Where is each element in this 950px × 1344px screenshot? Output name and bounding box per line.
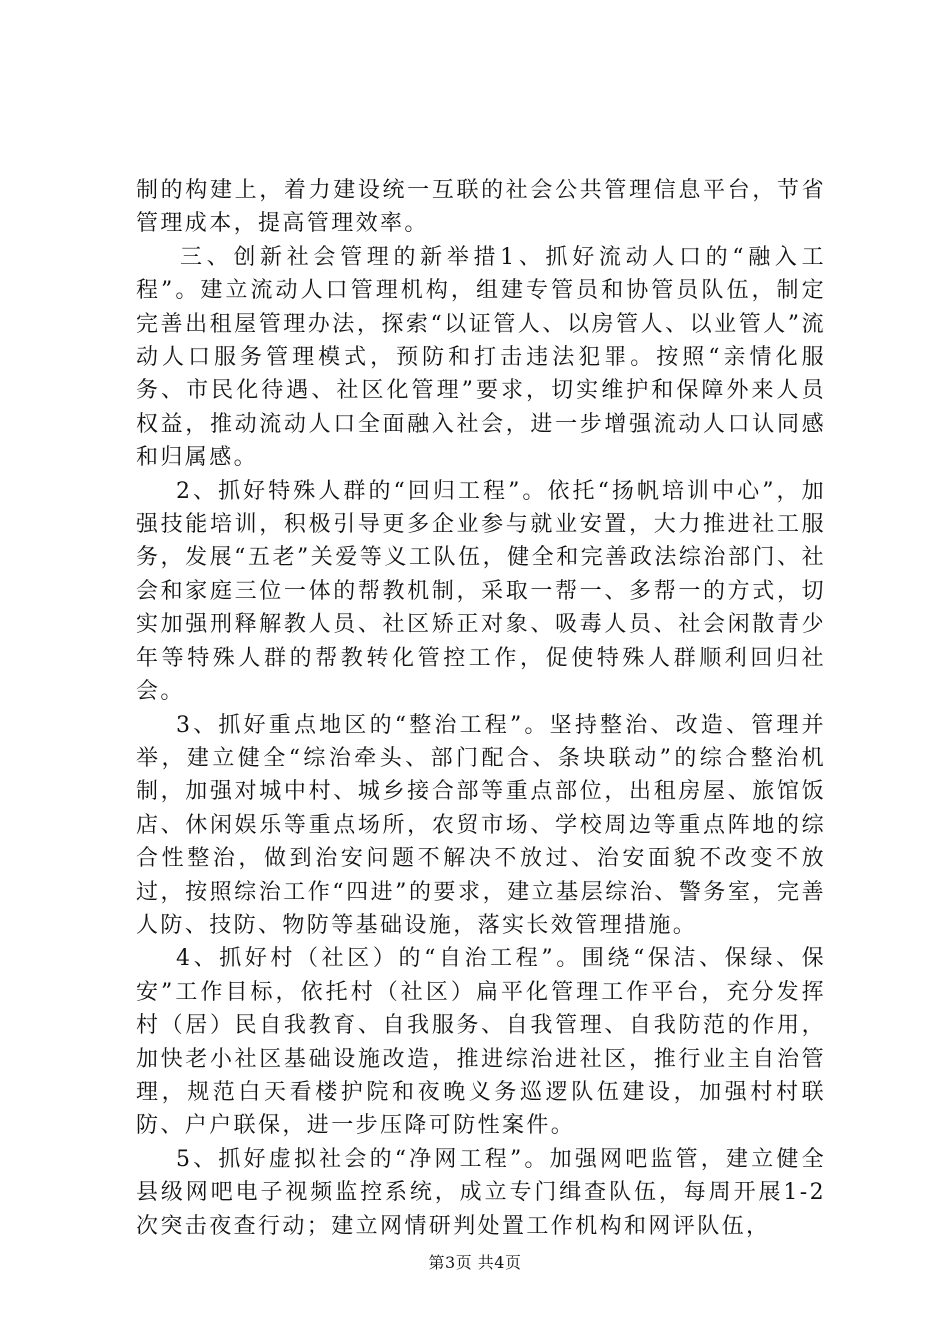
paragraph-item-4: 4、抓好村（社区）的“自治工程”。围绕“保洁、保绿、保安”工作目标，依托村（社区）扁平化管理工作平台，充分发挥村（居）民自我教育、自我服务、自我管理、自我防范的作用，加快老小社区基础设施改造，推进综治进社区，推行业主自治管理，规范白天看楼护院和夜晚义务巡逻队伍建设，加强村村联防、户户联保，进一步压降可防性案件。 [136,946,826,1139]
paragraph-continuation: 制的构建上，着力建设统一互联的社会公共管理信息平台，节省管理成本，提高管理效率。 [136,178,826,237]
paragraph-item-5: 5、抓好虚拟社会的“净网工程”。加强网吧监管，建立健全县级网吧电子视频监控系统，成立专门缉查队伍，每周开展1-2次突击夜查行动；建立网情研判处置工作机构和网评队伍， [136,1146,826,1239]
paragraph-section-three: 三、创新社会管理的新举措1、抓好流动人口的“融入工程”。建立流动人口管理机构，组建专管员和协管员队伍，制定完善出租屋管理办法，探索“以证管人、以房管人、以业管人”流动人口服务管理模式，预防和打击违法犯罪。按照“亲情化服务、市民化待遇、社区化管理”要求，切实维护和保障外来人员权益，推动流动人口全面融入社会，进一步增强流动人口认同感和归属感。 [136,244,826,471]
paragraph-item-3: 3、抓好重点地区的“整治工程”。坚持整治、改造、管理并举，建立健全“综治牵头、部门配合、条块联动”的综合整治机制，加强对城中村、城乡接合部等重点部位，出租房屋、旅馆饭店、休闲娱乐等重点场所，农贸市场、学校周边等重点阵地的综合性整治，做到治安问题不解决不放过、治安面貌不改变不放过，按照综治工作“四进”的要求，建立基层综治、警务室，完善人防、技防、物防等基础设施，落实长效管理措施。 [136,712,826,938]
document-body [136,174,826,1243]
paragraph-item-2: 2、抓好特殊人群的“回归工程”。依托“扬帆培训中心”，加强技能培训，积极引导更多企业参与就业安置，大力推进社工服务，发展“五老”关爱等义工队伍，健全和完善政法综治部门、社会和家庭三位一体的帮教机制，采取一帮一、多帮一的方式，切实加强刑释解教人员、社区矫正对象、吸毒人员、社会闲散青少年等特殊人群的帮教转化管控工作，促使特殊人群顺利回归社会。 [136,478,826,705]
page-number-footer: 第3页 共4页 [428,1253,522,1272]
